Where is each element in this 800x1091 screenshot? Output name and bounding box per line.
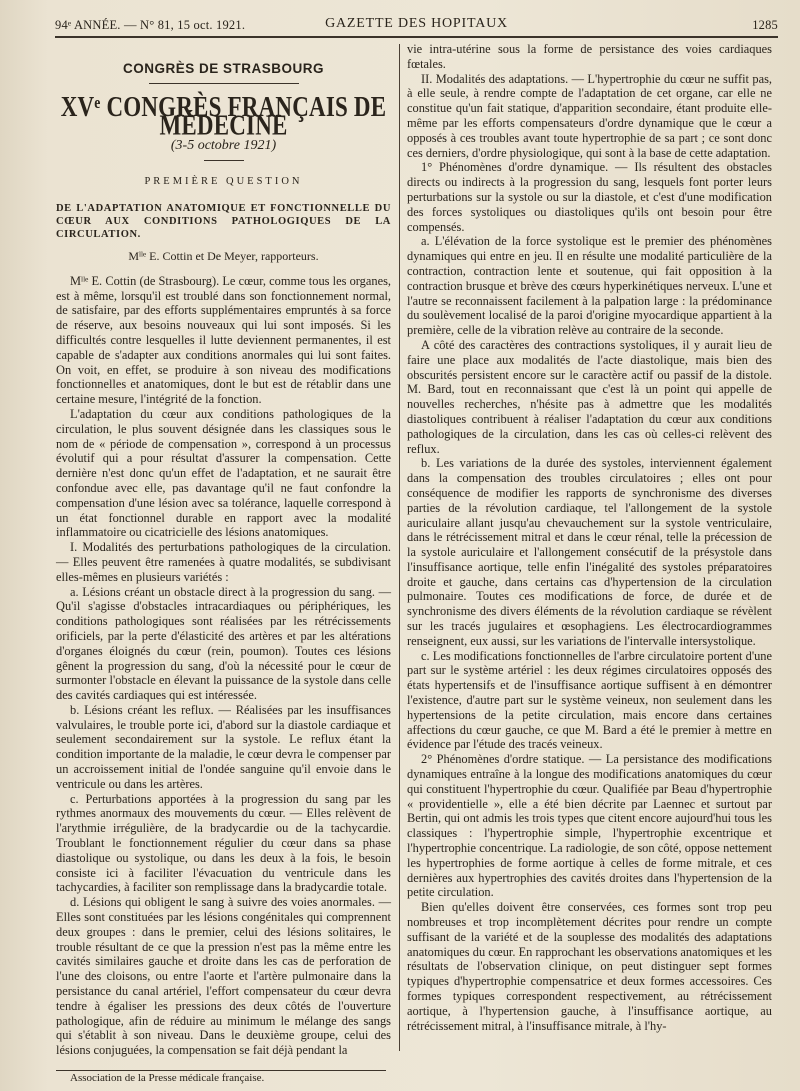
paragraph: a. Lésions créant un obstacle direct à la progression du sang. — Qu'il s'agisse d'obstacles intracardiaques ou périphériques, les conditions pathologiques sont réalisées par les rétrécissements orificiels, par la perte d'élasticité des artères et par les altérations d'organes éloignés du cœur (rein, poumon). Toutes ces lésions gênent la progression du sang, d'où la nécessité pour le cœur de surmonter l'obstacle en élevant la puissance de la systole dans celle des cavités cardiaques qui est intéressée. [56,584,391,703]
footnote: Association de la Presse médicale française. [70,1072,265,1085]
question-subject: DE L'ADAPTATION ANATOMIQUE ET FONCTIONNELLE DU CŒUR AUX CONDITIONS PATHOLOGIQUES DE LA CIRCULATION. [56,202,391,240]
paragraph: L'adaptation du cœur aux conditions pathologiques de la circulation, le plus souvent désignée dans les classiques sous le nom de « période de compensation », correspond à un processus évolutif qui a pour résultat d'assurer la compensation. Cette dernière n'est donc qu'un effet de l'adaptation, et ne saurait être confondue avec elle, pas davantage qu'il ne faut confondre la compensation d'une lésion avec sa tolérance, laquelle correspond à un état fonctionnel durable en rapport avec la modalité inflammatoire ou cicatricielle des lésions anatomiques. [56,406,391,540]
paragraph: A côté des caractères des contractions systoliques, il y aurait lieu de faire une place aux modalités de l'acte diastolique, mais bien des obscurités persistent encore sur le caractère actif ou passif de la distole. M. Bard, tout en reconnaissant que c'est là un point qui appelle de nouvelles recherches, n'hésite pas à admettre que les modalités diastoliques contribuent à réaliser l'adaptation du cœur aux conditions pathologiques de la circulation, dans les cas où celles-ci relèvent des reflux. [407,337,772,456]
page-header [55,14,778,36]
right-column [407,42,772,1033]
paragraph: b. Lésions créant les reflux. — Réalisées par les insuffisances valvulaires, le trouble porte ici, d'abord sur la diastole cardiaque et seulement secondairement sur la systole. Le reflux étant la condition importante de la maladie, le cœur devra le compenser par un accroissement initial de l'ondée sanguine qu'il envoie dans le ventricule ou dans les artères. [56,702,391,791]
question-label: PREMIÈRE QUESTION [144,176,303,188]
section-rule [149,83,299,84]
paragraph: II. Modalités des adaptations. — L'hypertrophie du cœur ne suffit pas, à elle seule, à rendre compte de l'adaptation de cet organe, car elle ne constitue qu'un fait statique, d'apparition secondaire, étant produite elle-même par les efforts compensateurs d'ordre dynamique que le cœur a opposés à ces troubles avant toute hypertrophie de sa part ; ce sont donc ces derniers, d'ordre physiologique, qui sont à la base de cette adaptation. [407,71,772,160]
paragraph: c. Perturbations apportées à la progression du sang par les rythmes anormaux des mouvements du cœur. — Elles relèvent de l'arythmie irrégulière, de la bradycardie ou de la tachycardie. Troublant le fonctionnement régulier du cœur dans sa phase diastolique ou systolique, ou dans les deux à la fois, le besoin consiste ici à faciliter l'évacuation du ventricule dans les tachycardies, à faciliter son remplissage dans la bradycardie totale. [56,791,391,895]
paragraph: vie intra-utérine sous la forme de persistance des voies cardiaques fœtales. [407,42,772,71]
paragraph: b. Les variations de la durée des systoles, interviennent également dans la compensation des troubles circulatoires ; elles ont pour conséquence de modifier les rapports de synchronisme des diverses parties de la révolution cardiaque, tel l'allongement de la systole auriculaire allant jusqu'au chevauchement sur la systole ventriculaire, dans le rétrécissement mitral et dans le cœur rénal, telle la précession de la systole auriculaire et l'allongement consécutif de la présystole dans l'insuffisance aortique, telle enfin l'inégalité des systoles préparatoires droite et gauche, dans certains cas d'hypertension de la circulation pulmonaire. Toutes ces modifications de force, de durée et de synchronisme des divers éléments de la révolution cardiaque se révèlent sur les tracés jugulaires et œsophagiens. Les électrocardiogrammes renseignent, eux aussi, sur les variations de l'intervalle intersystolique. [407,456,772,648]
paragraph: d. Lésions qui obligent le sang à suivre des voies anormales. — Elles sont constituées par les lésions congénitales qui comprennent deux groupes : dans le premier, celui des lésions solitaires, le trouble résultant de ce que la pression n'est pas la même entre les cavités similaires gauche et droite dans les cas de perforation de l'une des cloisons, ou entre l'aorte et l'artère pulmonaire dans la persistance du canal artériel, l'effort compensateur du cœur devra tendre à égaliser les pressions des deux côtés de l'ouverture pathologique, afin de réduire au minimum le mélange des sangs qui s'établit à son niveau. Dans le deuxième groupe, celui des lésions conjuguées, la compensation se fait déjà pendant la [56,895,391,1058]
rapporteurs: Mˡˡᵉ E. Cottin et De Meyer, rapporteurs. [128,248,319,263]
journal-title: GAZETTE DES HOPITAUX [325,16,508,31]
title-rule [204,160,244,161]
paragraph: 2° Phénomènes d'ordre statique. — La persistance des modifications dynamiques entraîne à la longue des modifications anatomiques du cœur qui constituent l'hypertrophie du cœur. Qualifiée par Beau d'hypertrophie « providentielle », elle a été bien décrite par Laennec et surtout par Bertin, qui ont admis les trois types que citent encore aujourd'hui tous les classiques : l'hypertrophie simple, l'hypertrophie excentrique et l'hypertrophie concentrique. La radiologie, de son côté, oppose nettement les hypertrophies de forme aortique à celles de forme mitrale, et ces dernières aux hypertrophies des cavités droites dans l'hypertension de la petite circulation. [407,752,772,900]
paragraph: Bien qu'elles doivent être conservées, ces formes sont trop peu nombreuses et trop incomplètement décrites pour rendre un compte suffisant de la variété et de la souplesse des modalités des adaptations anatomiques du cœur. En rapprochant les observations anatomiques et les résultats de l'observation clinique, on peut distinguer sept formes typiques d'hypertrophie compensatrice et deux formes accessoires. Ces formes typiques correspondent respectivement, au rétrécissement aortique, à l'hypertension gauche, à l'insuffisance aortique, au rétrécissement mitral, à l'insuffisance mitrale, à l'hy- [407,900,772,1033]
article-dates: (3-5 octobre 1921) [170,138,277,154]
left-column [56,42,391,1086]
paragraph: 1° Phénomènes d'ordre dynamique. — Ils résultent des obstacles directs ou indirects à la progression du sang, lesquels font porter leurs perturbations sur la systole ou sur la diastole, et c'est d'une modification des forces systoliques ou diastoliques qu'ils ont besoin pour être compensés. [407,160,772,234]
paragraph: c. Les modifications fonctionnelles de l'arbre circulatoire portent d'une part sur le système artériel : les deux régimes circulatoires opposés des états hypertensifs et de l'insuffisance aortique suffisent à en démontrer l'existence, d'autre part sur le système veineux, non seulement dans les hypertensions de la petite circulation, mais encore dans certaines affections du cœur gauche, ce que M. Bard a été le premier à mettre en évidence par l'étude des tracés veineux. [407,648,772,752]
article-title: XVᵉ CONGRÈS FRANÇAIS DE MÉDECINE [60,90,387,141]
paragraph: I. Modalités des perturbations pathologiques de la circulation. — Elles peuvent être ramenées à quatre modalités, se subdivisant elles-mêmes en plusieurs variétés : [56,540,391,584]
paragraph: a. L'élévation de la force systolique est le premier des phénomènes dynamiques qui entre en jeu. Il en résulte une modalité particulière de la contraction, contraction lente et soutenue, qui fait opposition à la contraction brusque et brève des cœurs hyperkinétiques nerveux. L'une et l'autre se reconnaissent facilement à la palpation large : la prédominance du soulèvement localisé de la paroi d'origine myocardique appartient à la première, celle de la vibration relève au contraire de la seconde. [407,234,772,338]
column-divider [399,44,400,1051]
section-heading: CONGRÈS DE STRASBOURG [122,61,325,76]
page-number: 1285 [752,18,778,32]
header-rule [55,36,778,38]
paragraph: Mˡˡᵉ E. Cottin (de Strasbourg). Le cœur, comme tous les organes, est à même, lorsqu'il est troublé dans son fonctionnement normal, de satisfaire, par des efforts supplémentaires empruntés à sa force de réserve, aux besoins nouveaux qui lui sont imposés. Si les difficultés contre lesquelles il lutte deviennent permanentes, il est capable de s'adapter aux conditions anormales qui lui sont faites. On voit, en effet, se produire à son niveau des modifications fonctionnelles et anatomiques, dont le but est de rétablir dans une certaine mesure, l'intégrité de la fonction. [56,273,391,407]
issue-info: 94ᵉ ANNÉE. — N° 81, 15 oct. 1921. [55,18,246,32]
